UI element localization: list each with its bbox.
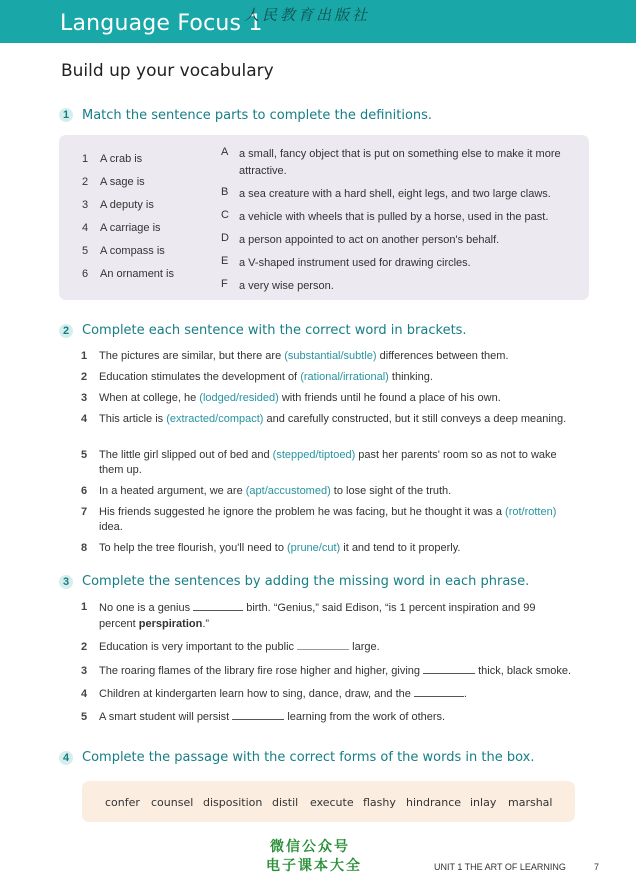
matching-left-item: 4 A carriage is [82,222,161,234]
page-header [0,0,636,43]
answer-blank[interactable] [423,664,475,674]
page-heading: Build up your vocabulary [61,61,274,81]
watermark-line-1: 微信公众号 [270,839,350,855]
word-box-item: confer [105,796,140,809]
exercise-4-number: 4 [59,751,73,765]
exercise-2-instruction: Complete each sentence with the correct word in brackets. [82,323,467,338]
answer-blank[interactable] [232,710,284,720]
exercise-1-number: 1 [59,108,73,122]
word-box-item: flashy [363,796,396,809]
section-title: Language Focus 1 [60,11,263,36]
answer-blank[interactable] [414,687,464,697]
matching-left-item: 6 An ornament is [82,268,174,280]
answer-blank[interactable] [193,601,243,611]
word-box-item: inlay [470,796,497,809]
matching-left-item: 5 A compass is [82,245,165,257]
exercise-4-instruction: Complete the passage with the correct forms of the words in the box. [82,750,535,765]
word-box-item: execute [310,796,354,809]
matching-left-item: 2 A sage is [82,176,145,188]
exercise-1-instruction: Match the sentence parts to complete the definitions. [82,108,433,123]
word-box-item: marshal [508,796,553,809]
watermark-line-2: 电子课本大全 [266,858,362,874]
word-box-item: hindrance [406,796,462,809]
footer-unit: UNIT 1 THE ART OF LEARNING [434,862,566,872]
answer-blank[interactable] [297,640,349,650]
exercise-3-instruction: Complete the sentences by adding the missing word in each phrase. [82,574,530,589]
word-box-item: counsel [151,796,194,809]
word-box-item: distil [272,796,299,809]
exercise-2-number: 2 [59,324,73,338]
exercise-3-number: 3 [59,575,73,589]
word-box-item: disposition [203,796,263,809]
publisher-seal: 人民教育出版社 [244,6,371,24]
matching-left-item: 3 A deputy is [82,199,154,211]
page-number: 7 [594,862,600,872]
matching-left-item: 1 A crab is [82,153,143,165]
